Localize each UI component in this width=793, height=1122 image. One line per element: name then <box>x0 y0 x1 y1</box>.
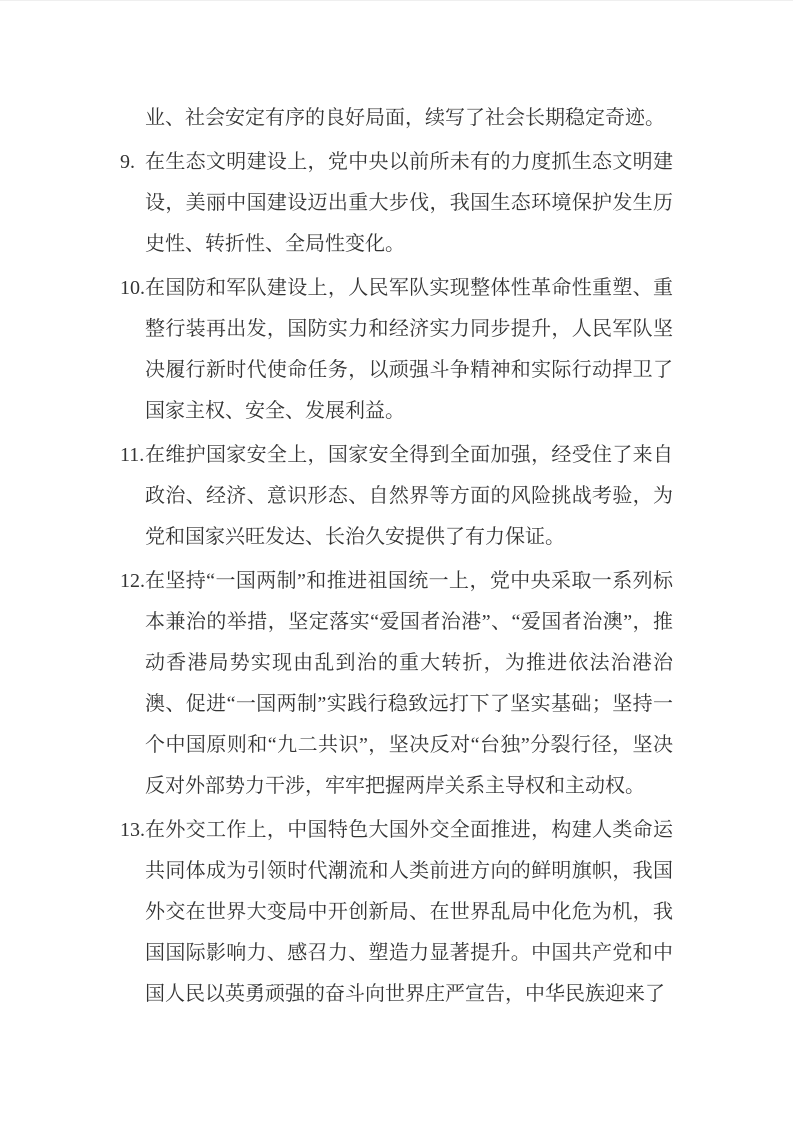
list-item-number: 10. <box>120 277 145 299</box>
document-body <box>120 98 673 1015</box>
list-item-number: 11. <box>120 444 145 466</box>
numbered-item-12 <box>120 561 673 807</box>
numbered-item-10 <box>120 268 673 432</box>
list-item-text: 在维护国家安全上，国家安全得到全面加强，经受住了来自政治、经济、意识形态、自然界等方面的风险挑战考验，为党和国家兴旺发达、长治久安提供了有力保证。 <box>145 444 673 548</box>
paragraph-continuation <box>120 98 673 139</box>
list-item-text: 在国防和军队建设上，人民军队实现整体性革命性重塑、重整行装再出发，国防实力和经济实力同步提升，人民军队坚决履行新时代使命任务，以顽强斗争精神和实际行动捍卫了国家主权、安全、发展利益。 <box>145 277 673 422</box>
numbered-item-9 <box>120 142 673 265</box>
numbered-item-11 <box>120 435 673 558</box>
list-item-text: 在外交工作上，中国特色大国外交全面推进，构建人类命运共同体成为引领时代潮流和人类前进方向的鲜明旗帜，我国外交在世界大变局中开创新局、在世界乱局中化危为机，我国国际影响力、感召力、塑造力显著提升。中国共产党和中国人民以英勇顽强的奋斗向世界庄严宣告，中华民族迎来了 <box>145 819 673 1005</box>
list-item-number: 9. <box>120 151 135 173</box>
list-item-text: 在生态文明建设上，党中央以前所未有的力度抓生态文明建设，美丽中国建设迈出重大步伐，我国生态环境保护发生历史性、转折性、全局性变化。 <box>145 151 673 255</box>
paragraph-text: 业、社会安定有序的良好局面，续写了社会长期稳定奇迹。 <box>145 107 665 129</box>
numbered-item-13 <box>120 810 673 1015</box>
list-item-number: 12. <box>120 570 145 592</box>
list-item-text: 在坚持“一国两制”和推进祖国统一上，党中央采取一系列标本兼治的举措，坚定落实“爱国者治港”、“爱国者治澳”，推动香港局势实现由乱到治的重大转折，为推进依法治港治澳、促进“一国两制”实践行稳致远打下了坚实基础；坚持一个中国原则和“九二共识”，坚决反对“台独”分裂行径，坚决反对外部势力干涉，牢牢把握两岸关系主导权和主动权。 <box>145 570 673 797</box>
list-item-number: 13. <box>120 819 145 841</box>
